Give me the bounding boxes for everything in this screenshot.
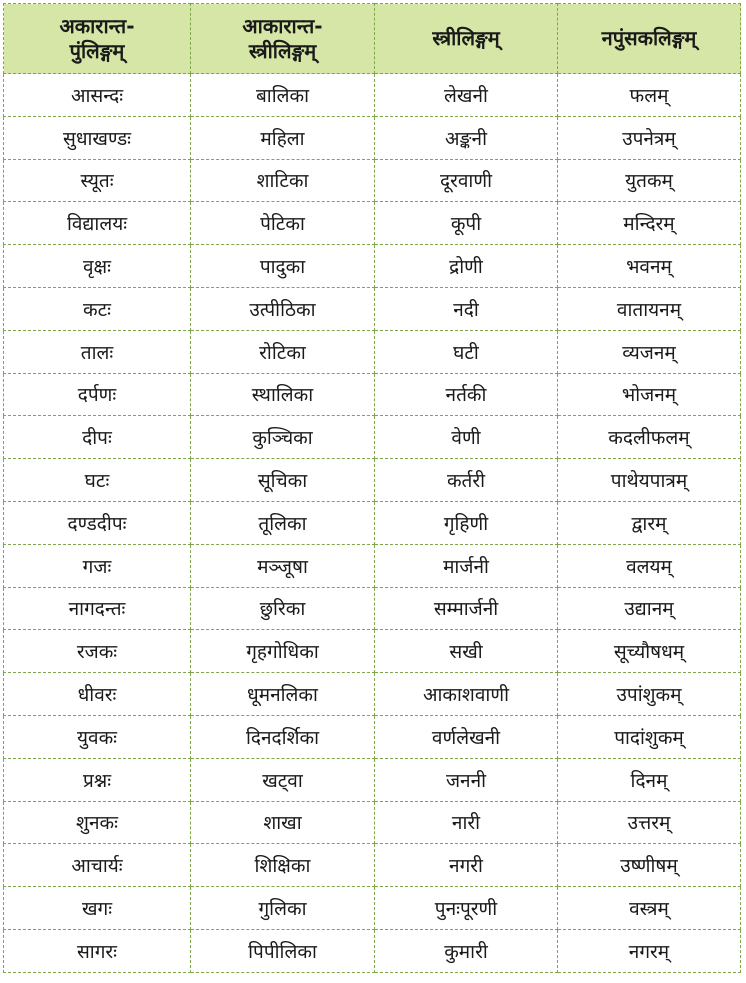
neuter-word-cell: भवनम् — [558, 245, 741, 288]
neuter-word-cell: वलयम् — [558, 544, 741, 587]
table-row — [4, 245, 741, 288]
feminine-word-cell: घटी — [375, 330, 558, 373]
table-row — [4, 587, 741, 630]
neuter-word-cell: नगरम् — [558, 929, 741, 972]
masculine-word-cell: युवकः — [4, 715, 191, 758]
aakarant-feminine-word-cell: धूमनलिका — [191, 673, 375, 716]
feminine-word-cell: सखी — [375, 630, 558, 673]
feminine-word-cell: नदी — [375, 287, 558, 330]
table-row — [4, 416, 741, 459]
neuter-word-cell: द्वारम् — [558, 501, 741, 544]
neuter-word-cell: भोजनम् — [558, 373, 741, 416]
feminine-word-cell: वेणी — [375, 416, 558, 459]
table-row — [4, 202, 741, 245]
feminine-word-cell: नगरी — [375, 844, 558, 887]
feminine-word-cell: नर्तकी — [375, 373, 558, 416]
aakarant-feminine-word-cell: बालिका — [191, 74, 375, 117]
aakarant-feminine-word-cell: तूलिका — [191, 501, 375, 544]
aakarant-feminine-word-cell: दिनदर्शिका — [191, 715, 375, 758]
aakarant-feminine-word-cell: छुरिका — [191, 587, 375, 630]
neuter-word-cell: सूच्यौषधम् — [558, 630, 741, 673]
neuter-word-cell: फलम् — [558, 74, 741, 117]
neuter-word-cell: मन्दिरम् — [558, 202, 741, 245]
masculine-word-cell: दर्पणः — [4, 373, 191, 416]
masculine-word-cell: वृक्षः — [4, 245, 191, 288]
gender-word-table-container — [3, 3, 741, 973]
header-line: स्त्रीलिङ्गम् — [248, 38, 317, 63]
neuter-word-cell: पाथेयपात्रम् — [558, 459, 741, 502]
aakarant-feminine-word-cell: महिला — [191, 116, 375, 159]
table-row — [4, 74, 741, 117]
aakarant-feminine-word-cell: कुञ्चिका — [191, 416, 375, 459]
aakarant-feminine-word-cell: पिपीलिका — [191, 929, 375, 972]
masculine-word-cell: खगः — [4, 887, 191, 930]
table-row — [4, 287, 741, 330]
aakarant-feminine-word-cell: गुलिका — [191, 887, 375, 930]
header-neuter — [558, 4, 741, 74]
header-line: स्त्रीलिङ्गम् — [432, 26, 500, 50]
masculine-word-cell: कटः — [4, 287, 191, 330]
masculine-word-cell: विद्यालयः — [4, 202, 191, 245]
masculine-word-cell: दण्डदीपः — [4, 501, 191, 544]
neuter-word-cell: उत्तरम् — [558, 801, 741, 844]
aakarant-feminine-word-cell: शाखा — [191, 801, 375, 844]
masculine-word-cell: शुनकः — [4, 801, 191, 844]
aakarant-feminine-word-cell: मञ्जूषा — [191, 544, 375, 587]
neuter-word-cell: उपनेत्रम् — [558, 116, 741, 159]
aakarant-feminine-word-cell: शिक्षिका — [191, 844, 375, 887]
table-row — [4, 459, 741, 502]
feminine-word-cell: दूरवाणी — [375, 159, 558, 202]
table-row — [4, 758, 741, 801]
table-row — [4, 630, 741, 673]
table-row — [4, 159, 741, 202]
neuter-word-cell: पादांशुकम् — [558, 715, 741, 758]
header-aakarant-feminine — [191, 4, 375, 74]
table-row — [4, 116, 741, 159]
table-row — [4, 844, 741, 887]
neuter-word-cell: उद्यानम् — [558, 587, 741, 630]
feminine-word-cell: पुनःपूरणी — [375, 887, 558, 930]
feminine-word-cell: लेखनी — [375, 74, 558, 117]
feminine-word-cell: कर्तरी — [375, 459, 558, 502]
neuter-word-cell: उष्णीषम् — [558, 844, 741, 887]
masculine-word-cell: तालः — [4, 330, 191, 373]
feminine-word-cell: कुमारी — [375, 929, 558, 972]
aakarant-feminine-word-cell: पादुका — [191, 245, 375, 288]
masculine-word-cell: प्रश्नः — [4, 758, 191, 801]
table-row — [4, 673, 741, 716]
table-row — [4, 929, 741, 972]
neuter-word-cell: युतकम् — [558, 159, 741, 202]
masculine-word-cell: रजकः — [4, 630, 191, 673]
feminine-word-cell: नारी — [375, 801, 558, 844]
feminine-word-cell: मार्जनी — [375, 544, 558, 587]
aakarant-feminine-word-cell: खट्वा — [191, 758, 375, 801]
table-row — [4, 715, 741, 758]
neuter-word-cell: व्यजनम् — [558, 330, 741, 373]
table-row — [4, 801, 741, 844]
header-line: नपुंसकलिङ्गम् — [601, 26, 697, 50]
masculine-word-cell: आचार्यः — [4, 844, 191, 887]
aakarant-feminine-word-cell: उत्पीठिका — [191, 287, 375, 330]
gender-word-table — [3, 3, 741, 973]
header-line: पुंलिङ्गम् — [69, 38, 125, 63]
table-row — [4, 330, 741, 373]
table-body — [4, 74, 741, 973]
neuter-word-cell: कदलीफलम् — [558, 416, 741, 459]
header-row — [4, 4, 741, 74]
feminine-word-cell: सम्मार्जनी — [375, 587, 558, 630]
masculine-word-cell: धीवरः — [4, 673, 191, 716]
aakarant-feminine-word-cell: स्थालिका — [191, 373, 375, 416]
aakarant-feminine-word-cell: गृहगोधिका — [191, 630, 375, 673]
neuter-word-cell: वातायनम् — [558, 287, 741, 330]
neuter-word-cell: उपांशुकम् — [558, 673, 741, 716]
masculine-word-cell: दीपः — [4, 416, 191, 459]
masculine-word-cell: सागरः — [4, 929, 191, 972]
feminine-word-cell: जननी — [375, 758, 558, 801]
feminine-word-cell: अङ्कनी — [375, 116, 558, 159]
aakarant-feminine-word-cell: सूचिका — [191, 459, 375, 502]
header-akarant-masculine — [4, 4, 191, 74]
header-line: अकारान्त- — [59, 13, 135, 38]
feminine-word-cell: गृहिणी — [375, 501, 558, 544]
table-row — [4, 544, 741, 587]
aakarant-feminine-word-cell: पेटिका — [191, 202, 375, 245]
masculine-word-cell: घटः — [4, 459, 191, 502]
aakarant-feminine-word-cell: रोटिका — [191, 330, 375, 373]
header-line: आकारान्त- — [242, 13, 323, 38]
table-row — [4, 501, 741, 544]
neuter-word-cell: वस्त्रम् — [558, 887, 741, 930]
feminine-word-cell: कूपी — [375, 202, 558, 245]
header-feminine — [375, 4, 558, 74]
masculine-word-cell: सुधाखण्डः — [4, 116, 191, 159]
masculine-word-cell: स्यूतः — [4, 159, 191, 202]
feminine-word-cell: आकाशवाणी — [375, 673, 558, 716]
masculine-word-cell: नागदन्तः — [4, 587, 191, 630]
masculine-word-cell: गजः — [4, 544, 191, 587]
masculine-word-cell: आसन्दः — [4, 74, 191, 117]
feminine-word-cell: वर्णलेखनी — [375, 715, 558, 758]
table-row — [4, 887, 741, 930]
table-row — [4, 373, 741, 416]
feminine-word-cell: द्रोणी — [375, 245, 558, 288]
neuter-word-cell: दिनम् — [558, 758, 741, 801]
aakarant-feminine-word-cell: शाटिका — [191, 159, 375, 202]
